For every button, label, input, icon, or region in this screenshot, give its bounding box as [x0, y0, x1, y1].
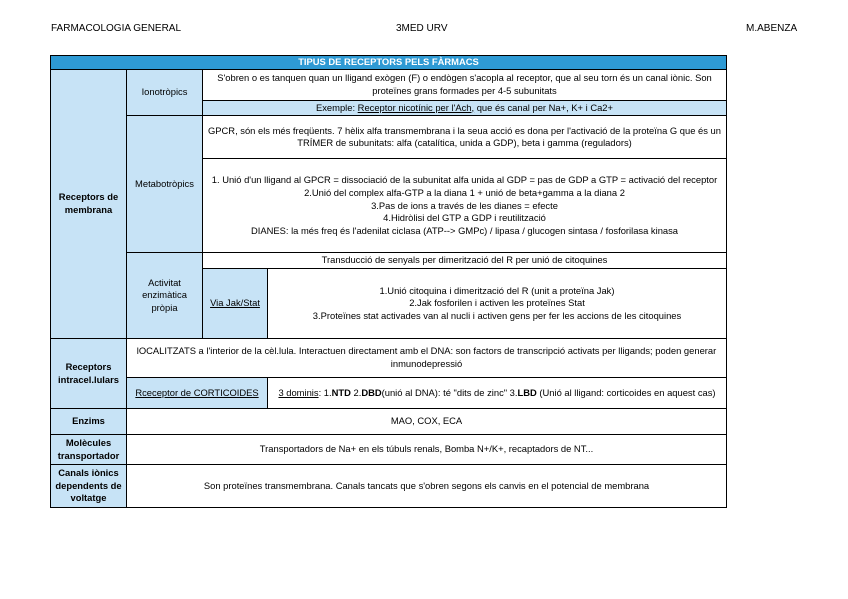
ionotropic-label: Ionotròpics: [127, 69, 203, 116]
table-title: TIPUS DE RECEPTORS PELS FÀRMACS: [51, 56, 727, 70]
metabotropic-step: 2.Unió del complex alfa-GTP a la diana 1 + unió de beta+gamma a la diana 2: [304, 186, 625, 198]
jak-stat-step: 2.Jak fosforilen i activen les proteïnes Stat: [409, 297, 585, 309]
enzymes-content: MAO, COX, ECA: [127, 409, 727, 435]
ionotropic-description: S'obren o es tanquen quan un lligand exògen (F) o endògen s'acopla al receptor, que al seu torn és un canal iònic. Son proteïnes grans formades per 4-5 subunitats: [203, 69, 727, 100]
example-prefix: Exemple:: [315, 101, 358, 113]
metabotropic-step: 3.Pas de ions a través de les dianes = efecte: [371, 199, 558, 211]
header-subject: FARMACOLOGIA GENERAL: [51, 23, 182, 34]
header-course: 3MED URV: [396, 23, 448, 34]
corticoid-receptor-label: Rceceptor de CORTICOIDES: [127, 378, 268, 409]
jak-stat-label: Via Jak/Stat: [203, 269, 268, 339]
metabotropic-description: GPCR, són els més freqüents. 7 hèlix alfa transmembrana i la seua acció es dona per l'activació de la proteïna G que és un TRÍMER de subunitats: alfa (catalítica, unida a GDP), beta i gamma (reguladors): [203, 116, 727, 159]
category-transporters: Molècules transportador: [51, 435, 127, 465]
domains-text: : 1.: [318, 386, 332, 398]
lbd-domain: LBD: [517, 386, 537, 398]
domains-text: 2.: [350, 386, 362, 398]
example-suffix: que és canal per Na+, K+ i Ca2+: [474, 101, 613, 113]
domains-label: 3 dominis: [278, 386, 319, 398]
enzymatic-activity-label: Activitat enzimàtica pròpia: [127, 253, 203, 339]
category-enzymes: Enzims: [51, 409, 127, 435]
jak-stat-steps: [268, 269, 727, 339]
metabotropic-steps: [203, 159, 727, 253]
header-author: M.ABENZA: [746, 23, 798, 34]
channels-content: Son proteïnes transmembrana. Canals tancats que s'obren segons els canvis en el potencial de membrana: [127, 465, 727, 508]
metabotropic-step: 4.Hidròlisi del GTP a GDP i reutilització: [383, 212, 546, 224]
example-receptor-link: Receptor nicotínic per l'Ach,: [357, 101, 475, 113]
dbd-domain: DBD: [361, 386, 382, 398]
jak-stat-step: 3.Proteïnes stat activades van al nucli i activen gens per fer les accions de les citoquines: [312, 309, 682, 321]
domains-text: (Unió al lligand: corticoides en aquest cas): [536, 386, 716, 398]
metabotropic-targets: DIANES: la més freq és l'adenilat ciclasa (ATP--> GMPc) / lipasa / glucogen sintasa / fosforilasa kinasa: [250, 224, 679, 236]
ntd-domain: NTD: [331, 386, 351, 398]
intracellular-description: lOCALITZATS a l'interior de la cèl.lula. Interactuen directament amb el DNA: son factors de transcripció activats per lligands; poden generar inmunodepressió: [127, 339, 727, 378]
metabotropic-label: Metabotròpics: [127, 116, 203, 253]
transporters-content: Transportadors de Na+ en els túbuls renals, Bomba N+/K+, recaptadors de NT...: [127, 435, 727, 465]
category-voltage-channels: Canals iònics dependents de voltatge: [51, 465, 127, 508]
metabotropic-step: 1. Unió d'un lligand al GPCR = dissociació de la subunitat alfa unida al GDP = pas de GDP a GTP = activació del receptor: [211, 174, 718, 186]
ionotropic-example: [203, 100, 727, 116]
enzymatic-transduction: Transducció de senyals per dimerització del R per unió de citoquines: [203, 253, 727, 269]
jak-stat-step: 1.Unió citoquina i dimerització del R (unit a proteïna Jak): [379, 284, 615, 296]
domains-text: (unió al DNA): té "dits de zinc" 3.: [381, 386, 518, 398]
category-membrane-receptors: Receptors de membrana: [51, 69, 127, 338]
receptors-table: [50, 55, 727, 508]
corticoid-domains: [268, 378, 727, 409]
category-intracellular-receptors: Receptors intracel.lulars: [51, 339, 127, 409]
